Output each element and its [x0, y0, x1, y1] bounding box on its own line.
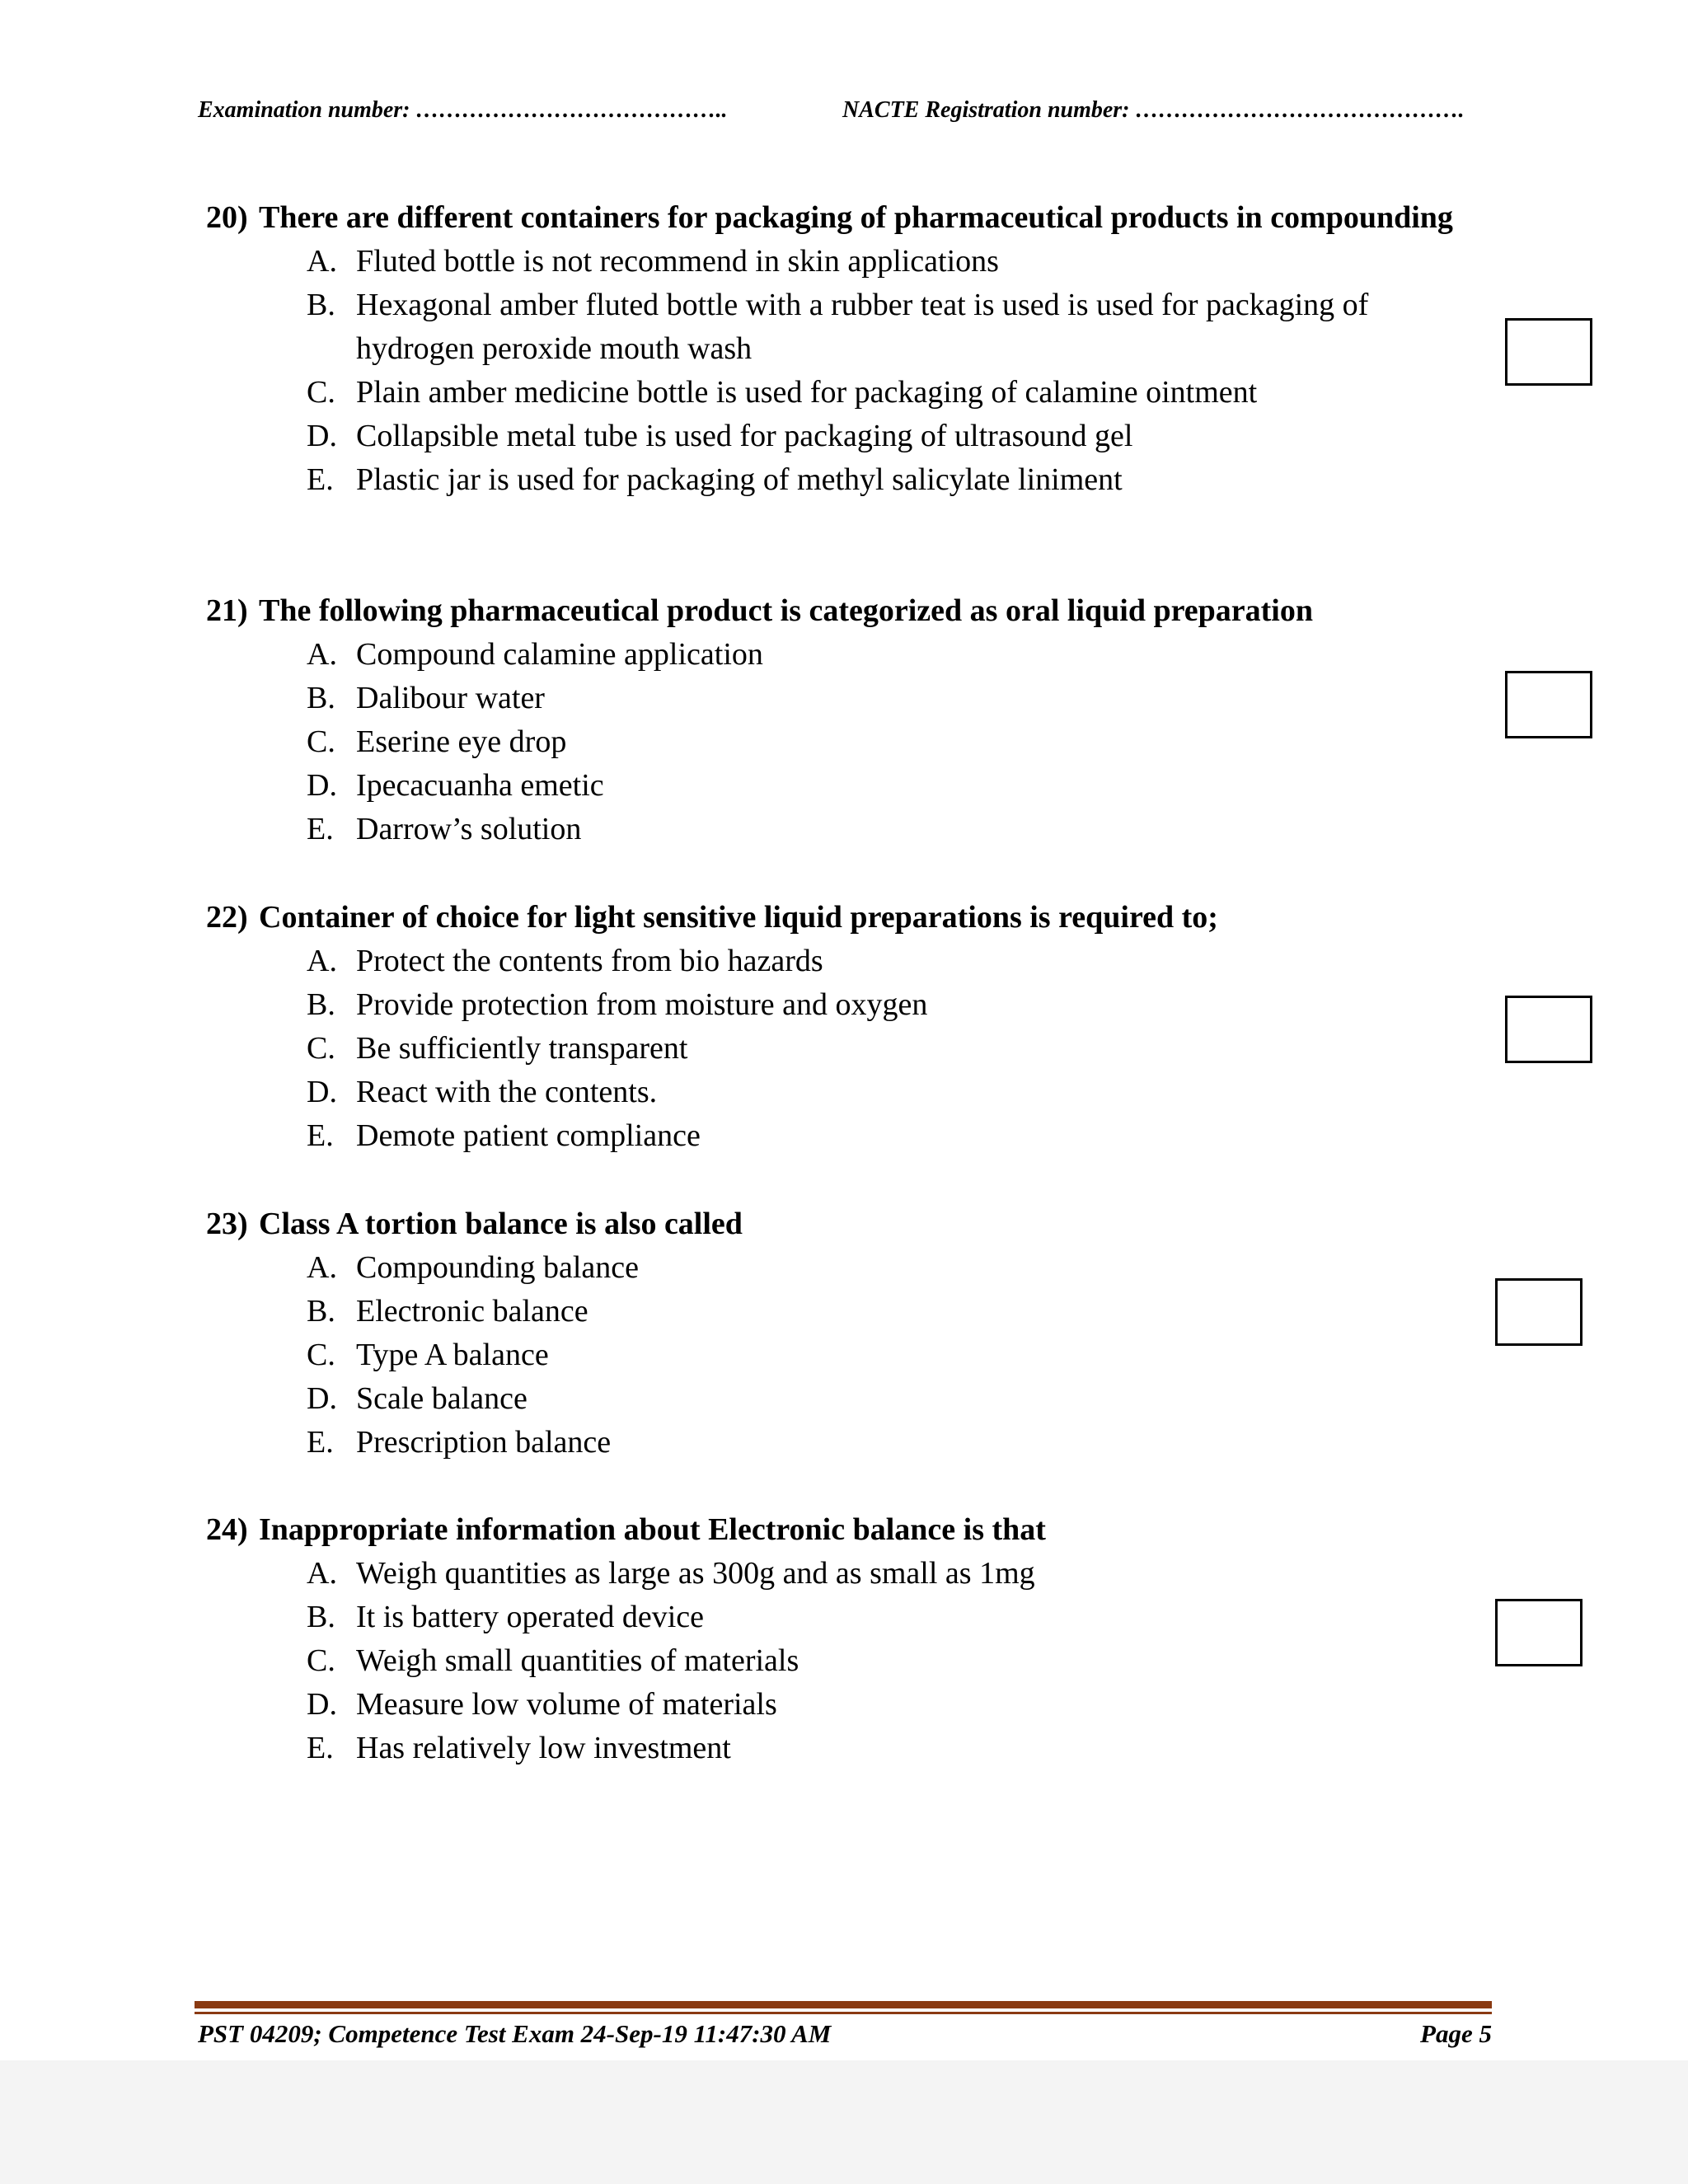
option-letter: D.	[307, 1075, 337, 1109]
option-letter: C.	[307, 1643, 335, 1678]
question-text: Class A tortion balance is also called	[259, 1207, 743, 1241]
option-list	[206, 940, 1475, 1158]
page-number: Page 5	[1420, 2019, 1492, 2048]
option-letter: B.	[307, 681, 335, 715]
option-letter: A.	[307, 1250, 337, 1285]
question-text: There are different containers for packaging of pharmaceutical products in compounding	[259, 200, 1453, 235]
option-letter: E.	[307, 462, 334, 497]
answer-box-23[interactable]	[1495, 1278, 1582, 1346]
option-letter: D.	[307, 1687, 337, 1722]
option-a	[206, 240, 1475, 284]
question-21	[206, 589, 1475, 851]
option-letter: E.	[307, 1731, 334, 1765]
question-stem	[206, 896, 1475, 940]
footer-rule	[195, 2001, 1492, 2008]
question-text: Inappropriate information about Electronic balance is that	[259, 1512, 1046, 1547]
option-letter: C.	[307, 1338, 335, 1372]
option-d	[206, 764, 1475, 808]
option-a	[206, 633, 1475, 677]
option-list	[206, 1246, 1475, 1465]
page-bottom-shade	[0, 2060, 1688, 2184]
option-text: Weigh quantities as large as 300g and as small as 1mg	[356, 1556, 1035, 1591]
option-b	[206, 284, 1475, 371]
option-letter: B.	[307, 1600, 335, 1634]
option-d	[206, 1071, 1475, 1114]
page-header	[198, 97, 1517, 130]
option-text: Compound calamine application	[356, 637, 763, 672]
option-text: Eserine eye drop	[356, 724, 567, 759]
option-letter: C.	[307, 1031, 335, 1066]
option-text: Has relatively low investment	[356, 1731, 731, 1765]
nacte-registration-field: NACTE Registration number: …………………………………….	[842, 97, 1465, 123]
option-text: Plain amber medicine bottle is used for packaging of calamine ointment	[356, 375, 1258, 410]
option-text: Provide protection from moisture and oxygen	[356, 987, 928, 1022]
question-stem	[206, 196, 1475, 240]
option-e	[206, 1727, 1475, 1770]
option-a	[206, 1552, 1475, 1596]
option-e	[206, 458, 1475, 502]
answer-box-22[interactable]	[1505, 996, 1592, 1063]
option-c	[206, 1333, 1475, 1377]
option-list	[206, 1552, 1475, 1770]
option-e	[206, 808, 1475, 851]
exam-info: PST 04209; Competence Test Exam 24-Sep-19 11:47:30 AM	[198, 2019, 832, 2048]
question-number: 20)	[206, 200, 248, 235]
option-text: It is battery operated device	[356, 1600, 705, 1634]
option-d	[206, 415, 1475, 458]
question-number: 23)	[206, 1207, 248, 1241]
option-c	[206, 720, 1475, 764]
option-letter: B.	[307, 1294, 335, 1329]
option-letter: C.	[307, 724, 335, 759]
option-b	[206, 677, 1475, 720]
option-c	[206, 1639, 1475, 1683]
option-text: Plastic jar is used for packaging of methyl salicylate liniment	[356, 462, 1123, 497]
question-22	[206, 896, 1475, 1158]
option-letter: A.	[307, 244, 337, 279]
option-text: Compounding balance	[356, 1250, 639, 1285]
option-d	[206, 1683, 1475, 1727]
option-letter: C.	[307, 375, 335, 410]
option-text: Be sufficiently transparent	[356, 1031, 688, 1066]
question-24	[206, 1508, 1475, 1770]
question-number: 21)	[206, 593, 248, 628]
question-number: 22)	[206, 900, 248, 935]
option-b	[206, 1596, 1475, 1639]
option-text: Darrow’s solution	[356, 812, 582, 846]
option-letter: D.	[307, 1381, 337, 1416]
option-text: Collapsible metal tube is used for packaging of ultrasound gel	[356, 419, 1133, 453]
option-text: Ipecacuanha emetic	[356, 768, 604, 803]
option-text: Protect the contents from bio hazards	[356, 944, 823, 978]
question-text: The following pharmaceutical product is categorized as oral liquid preparation	[259, 593, 1313, 628]
option-list	[206, 240, 1475, 502]
option-letter: D.	[307, 419, 337, 453]
option-text: React with the contents.	[356, 1075, 658, 1109]
option-text: Prescription balance	[356, 1425, 612, 1460]
option-letter: D.	[307, 768, 337, 803]
option-d	[206, 1377, 1475, 1421]
option-e	[206, 1114, 1475, 1158]
option-text: Dalibour water	[356, 681, 545, 715]
option-text: Demote patient compliance	[356, 1118, 701, 1153]
option-b	[206, 1290, 1475, 1333]
question-stem	[206, 1508, 1475, 1552]
option-letter: E.	[307, 812, 334, 846]
option-list	[206, 633, 1475, 851]
option-letter: A.	[307, 637, 337, 672]
question-text: Container of choice for light sensitive liquid preparations is required to;	[259, 900, 1218, 935]
examination-number-field: Examination number: …………………………………..	[198, 97, 728, 123]
option-text: Weigh small quantities of materials	[356, 1643, 799, 1678]
option-text: Type A balance	[356, 1338, 549, 1372]
option-letter: A.	[307, 944, 337, 978]
question-stem	[206, 1202, 1475, 1246]
option-letter: A.	[307, 1556, 337, 1591]
option-text: Measure low volume of materials	[356, 1687, 777, 1722]
option-c	[206, 371, 1475, 415]
option-letter: E.	[307, 1425, 334, 1460]
option-text: Electronic balance	[356, 1294, 588, 1329]
answer-box-24[interactable]	[1495, 1599, 1582, 1666]
option-e	[206, 1421, 1475, 1465]
option-letter: B.	[307, 288, 335, 322]
page-footer	[198, 2019, 1492, 2052]
option-letter: E.	[307, 1118, 334, 1153]
option-c	[206, 1027, 1475, 1071]
question-stem	[206, 589, 1475, 633]
question-23	[206, 1202, 1475, 1465]
option-b	[206, 983, 1475, 1027]
option-a	[206, 940, 1475, 983]
option-text: Scale balance	[356, 1381, 528, 1416]
option-letter: B.	[307, 987, 335, 1022]
answer-box-20[interactable]	[1505, 318, 1592, 386]
footer-rule-thin	[195, 2012, 1492, 2014]
option-text: Fluted bottle is not recommend in skin applications	[356, 244, 999, 279]
question-20	[206, 196, 1475, 502]
answer-box-21[interactable]	[1505, 671, 1592, 738]
option-a	[206, 1246, 1475, 1290]
question-number: 24)	[206, 1512, 248, 1547]
option-text: Hexagonal amber fluted bottle with a rubber teat is used is used for packaging of hydrogen peroxide mouth wash	[356, 288, 1369, 366]
